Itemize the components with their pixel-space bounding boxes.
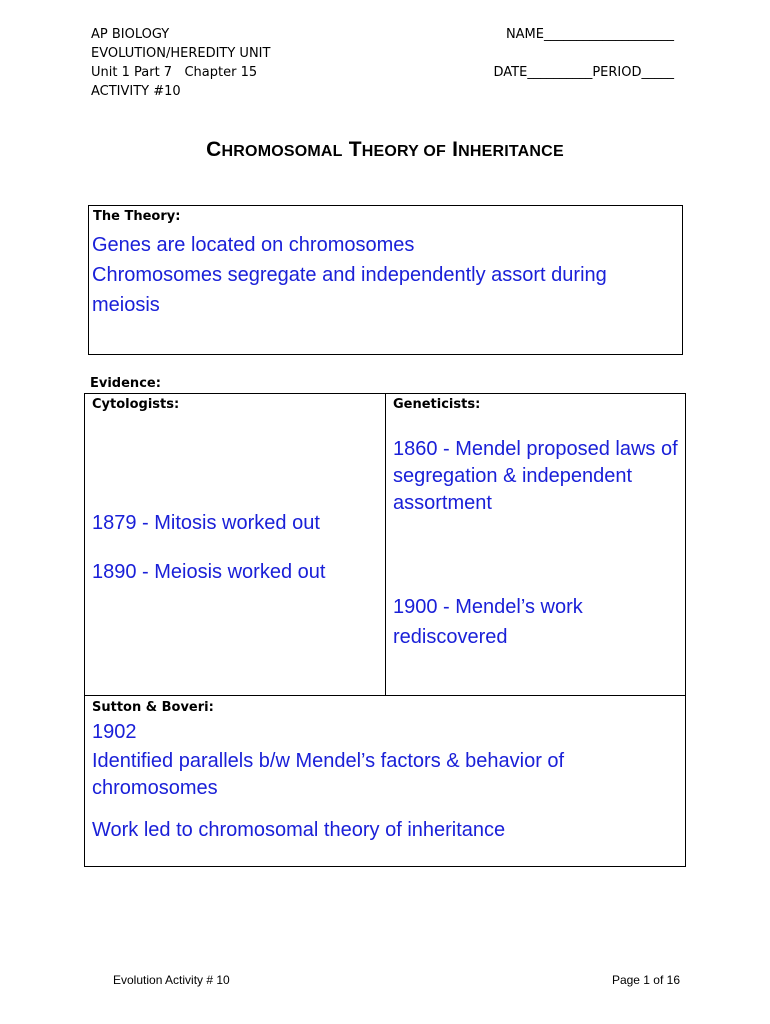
geneticists-label: Geneticists:	[393, 397, 481, 412]
title-word-3: NHERITANCE	[458, 143, 564, 160]
cytologists-label: Cytologists:	[92, 397, 180, 412]
page-title	[0, 138, 770, 162]
column-divider	[385, 394, 386, 696]
row-divider	[85, 695, 685, 696]
theory-line-2: Chromosomes segregate and independently assort during meiosis	[92, 264, 607, 316]
unit-chapter: Unit 1 Part 7 Chapter 15	[91, 65, 258, 80]
sutton-boveri-result: Work led to chromosomal theory of inheritance	[92, 819, 506, 841]
header-info	[91, 25, 270, 101]
title-word-2: HEORY OF	[361, 143, 447, 160]
title-cap-3: I	[452, 138, 459, 161]
theory-answer	[92, 230, 672, 320]
cytologists-entry-1879: 1879 - Mitosis worked out	[92, 512, 320, 534]
activity-number: ACTIVITY #10	[91, 84, 181, 99]
student-fields	[428, 25, 674, 82]
date-period-field[interactable]: DATE__________PERIOD_____	[493, 65, 674, 80]
theory-label: The Theory:	[93, 209, 181, 224]
theory-line-1: Genes are located on chromosomes	[92, 234, 415, 256]
evidence-label: Evidence:	[90, 376, 161, 391]
name-field[interactable]: NAME____________________	[505, 27, 674, 42]
cytologists-entry-1890: 1890 - Meiosis worked out	[92, 561, 326, 583]
page-number: Page 1 of 16	[611, 973, 680, 987]
footer-activity: Evolution Activity # 10	[113, 973, 230, 987]
sutton-boveri-label: Sutton & Boveri:	[92, 700, 214, 715]
course-name: AP BIOLOGY	[91, 27, 170, 42]
title-cap-1: C	[206, 138, 222, 161]
sutton-boveri-finding: Identified parallels b/w Mendel’s factors & behavior of chromosomes	[92, 750, 565, 799]
title-cap-2: T	[348, 138, 362, 161]
geneticists-entry-1860: 1860 - Mendel proposed laws of segregation & independent assortment	[393, 438, 678, 514]
unit-name: EVOLUTION/HEREDITY UNIT	[91, 46, 271, 61]
sutton-boveri-year: 1902	[92, 721, 137, 743]
title-word-1: HROMOSOMAL	[221, 143, 343, 160]
geneticists-entry-1900: 1900 - Mendel’s work rediscovered	[393, 596, 583, 648]
theory-box	[88, 205, 683, 355]
evidence-table	[84, 393, 686, 867]
